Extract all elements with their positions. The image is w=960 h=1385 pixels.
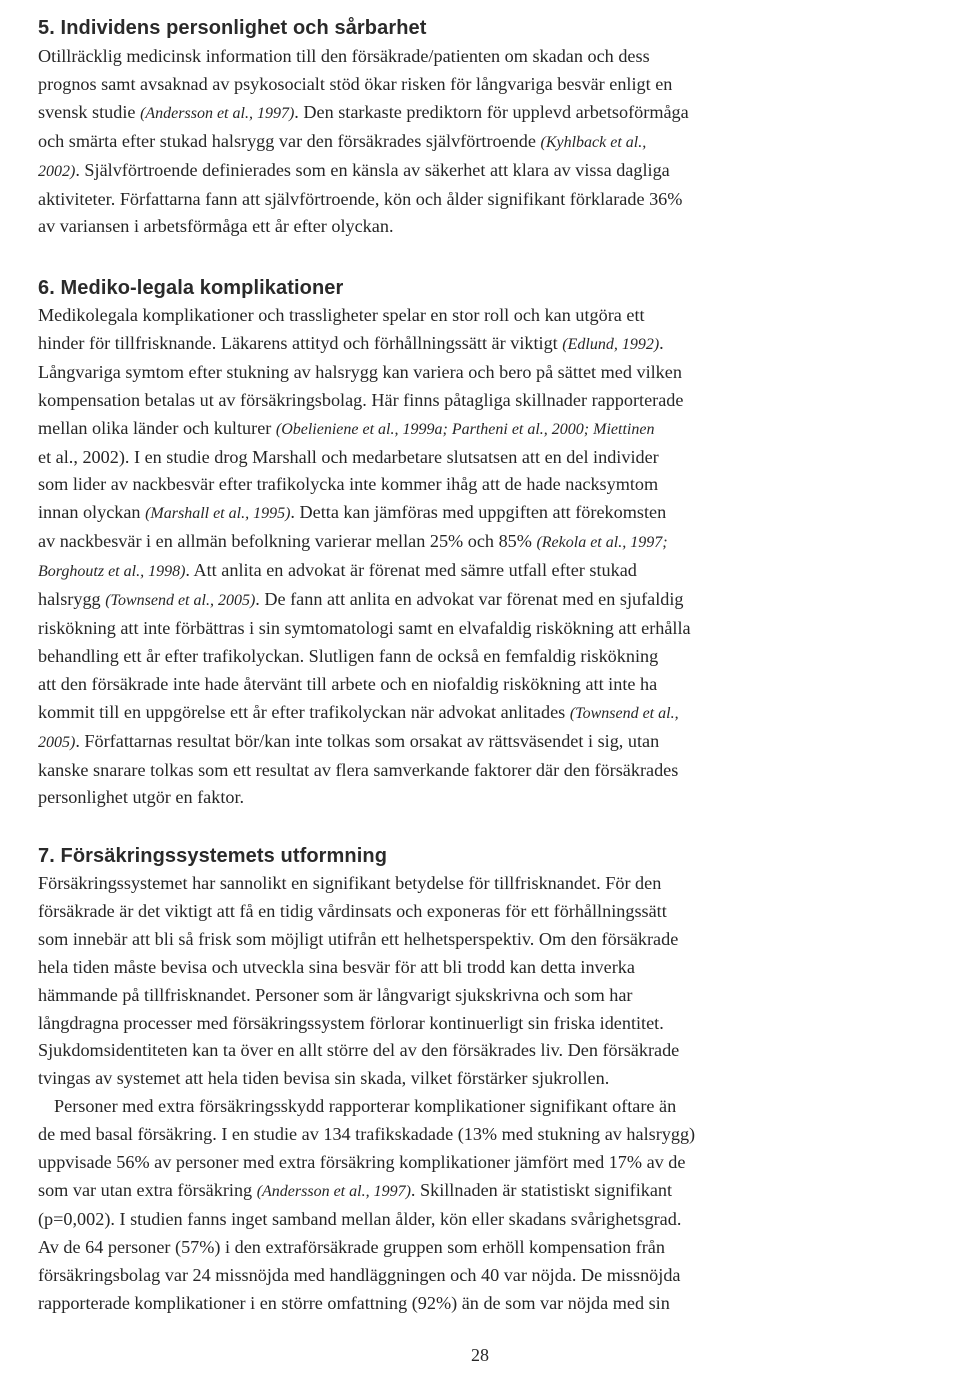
text-line [38, 699, 691, 728]
text-line [38, 557, 691, 586]
text-line [38, 1065, 695, 1093]
text-line [38, 1234, 695, 1262]
text-line [38, 186, 938, 214]
text-line [38, 1121, 695, 1149]
body-text: kommit till en uppgörelse ett år efter trafikolyckan när advokat anlitades [38, 701, 570, 722]
text-line [38, 982, 695, 1010]
text-line [38, 471, 691, 499]
body-text: Av de 64 personer (57%) i den extraförsäkrade gruppen som erhöll kompensation från [38, 1236, 665, 1257]
text-line [38, 359, 691, 387]
body-text: hämmande på tillfrisknandet. Personer som är långvarigt sjukskrivna och som har [38, 984, 633, 1005]
body-text: . Självförtroende definierades som en känsla av säkerhet att klara av vissa dagliga [75, 159, 670, 180]
citation: (Andersson et al., 1997) [140, 104, 295, 122]
citation: 2002) [38, 162, 76, 180]
body-text: som lider av nackbesvär efter trafikolycka inte kommer ihåg att de hade nacksymtom [38, 474, 659, 495]
body-text: rapporterade komplikationer i en större omfattning (92%) än de som var nöjda med sin [38, 1292, 670, 1313]
body-text: . Detta kan jämföras med uppgiften att förekomsten [290, 502, 667, 523]
document-page [38, 14, 938, 1313]
text-line [38, 954, 695, 982]
body-text: (p=0,002). I studien fanns inget samband mellan ålder, kön eller skadans svårighetsgrad. [38, 1208, 682, 1229]
body-text: prognos samt avsaknad av psykosocialt stöd ökar risken för långvariga besvär enligt en [38, 73, 673, 94]
body-text: Försäkringssystemet har sannolikt en signifikant betydelse för tillfrisknandet. För den [38, 873, 662, 893]
text-line [38, 128, 938, 157]
body-text: personlighet utgör en faktor. [38, 787, 245, 808]
text-line [38, 671, 691, 699]
citation: (Andersson et al., 1997) [256, 1182, 411, 1200]
body-text: Sjukdomsidentiteten kan ta över en allt större del av den försäkrades liv. Den försäkrade [38, 1040, 680, 1061]
text-line [38, 444, 691, 472]
text-line [38, 302, 691, 330]
text-line [38, 99, 938, 128]
citation: 2005) [38, 733, 76, 751]
body-text: kanske snarare tolkas som ett resultat av flera samverkande faktorer där den försäkrades [38, 759, 679, 780]
text-line [38, 728, 691, 757]
text-line [38, 1093, 695, 1121]
body-text: tvingas av systemet att hela tiden bevisa sin skada, vilket förstärker sjukrollen. [38, 1068, 610, 1089]
text-line [38, 1010, 695, 1038]
body-text: att den försäkrade inte hade återvänt till arbete och en niofaldig riskökning att inte ha [38, 673, 658, 694]
body-text: . Skillnaden är statistiskt signifikant [410, 1179, 673, 1200]
text-line [38, 615, 691, 643]
citation: (Rekola et al., 1997; [536, 534, 668, 552]
text-line [38, 415, 691, 444]
text-line [38, 1206, 695, 1234]
body-text: Personer med extra försäkringsskydd rapporterar komplikationer signifikant oftare än [54, 1096, 677, 1117]
body-text: . Att anlita en advokat är förenat med sämre utfall efter stukad [185, 560, 637, 581]
citation: (Marshall et al., 1995) [145, 505, 291, 523]
page-number: 28 [471, 1345, 489, 1365]
body-text: . Författarnas resultat bör/kan inte tolkas som orsakat av rättsväsendet i sig, utan [75, 730, 660, 751]
section-body [38, 43, 938, 241]
body-text: riskökning att inte förbättras i sin symtomatologi samt en elvafaldig riskökning att erhålla [38, 617, 691, 638]
section-7 [38, 842, 695, 1318]
text-line [38, 387, 691, 415]
body-text: Otillräcklig medicinsk information till den försäkrade/patienten om skadan och dess [38, 46, 650, 66]
body-text: hinder för tillfrisknande. Läkarens attityd och förhållningssätt är viktigt [38, 332, 563, 353]
text-line [38, 213, 938, 241]
body-text: mellan olika länder och kulturer [38, 417, 276, 438]
body-text: aktiviteter. Författarna fann att självförtroende, kön och ålder signifikant förklarade 36% [38, 188, 683, 209]
body-text: Långvariga symtom efter stukning av halsrygg kan variera och bero på sättet med vilken [38, 361, 682, 382]
text-line [38, 898, 695, 926]
body-text: av nackbesvär i en allmän befolkning varierar mellan 25% och 85% [38, 531, 537, 552]
text-line [38, 528, 691, 557]
section-heading: 7. Försäkringssystemets utformning [38, 845, 388, 867]
section-6 [38, 274, 691, 812]
text-line [38, 586, 691, 615]
body-text: av variansen i arbetsförmåga ett år efter olyckan. [38, 216, 394, 237]
body-text: . Den starkaste prediktorn för upplevd arbetsoförmåga [294, 101, 689, 122]
body-text: kompensation betalas ut av försäkringsbolag. Här finns påtagliga skillnader rapporterade [38, 389, 684, 410]
text-line [38, 926, 695, 954]
text-line [38, 643, 691, 671]
section-5 [38, 14, 938, 241]
citation: (Townsend et al., [569, 704, 679, 722]
section-heading: 6. Mediko-legala komplikationer [38, 277, 344, 299]
body-text: et al., 2002) [38, 446, 125, 467]
text-line [38, 1262, 695, 1290]
body-text: försäkrade är det viktigt att få en tidig vårdinsats och exponeras för ett förhållningssätt [38, 900, 667, 921]
text-line [38, 330, 691, 359]
body-text: innan olyckan [38, 502, 146, 523]
body-text: som var utan extra försäkring [38, 1179, 257, 1200]
citation: (Townsend et al., 2005) [105, 592, 256, 610]
text-line [38, 870, 695, 898]
citation: (Edlund, 1992) [562, 335, 660, 353]
body-text: hela tiden måste bevisa och utveckla sina besvär för att bli trodd kan detta inverka [38, 956, 635, 977]
text-line [38, 71, 938, 99]
body-text: halsrygg [38, 589, 106, 610]
body-text: uppvisade 56% av personer med extra försäkring komplikationer jämfört med 17% av de [38, 1152, 686, 1173]
text-line [38, 43, 938, 71]
body-text: som innebär att bli så frisk som möjligt utifrån ett helhetsperspektiv. Om den försäkrade [38, 928, 679, 949]
text-line [38, 1290, 695, 1318]
body-text: . I en studie drog Marshall och medarbetare slutsatsen att en del individer [124, 446, 659, 467]
citation: (Kyhlback et al., [540, 133, 647, 151]
text-line [38, 757, 691, 785]
text-line [38, 1177, 695, 1206]
section-heading: 5. Individens personlighet och sårbarhet [38, 17, 427, 39]
text-line [38, 499, 691, 528]
citation: Borghoutz et al., 1998) [38, 563, 186, 581]
citation: (Obelieniene et al., 1999a; Partheni et al., 2000; Miettinen [275, 420, 655, 438]
body-text: och smärta efter stukad halsrygg var den försäkrades självförtroende [38, 130, 541, 151]
body-text: svensk studie [38, 101, 141, 122]
section-body [38, 302, 691, 812]
text-line [38, 1149, 695, 1177]
text-line [38, 157, 938, 186]
section-body [38, 870, 695, 1318]
body-text: de med basal försäkring. I en studie av 134 trafikskadade (13% med stukning av halsrygg) [38, 1124, 696, 1145]
text-line [38, 1037, 695, 1065]
body-text: . [659, 332, 664, 353]
body-text: Medikolegala komplikationer och trassligheter spelar en stor roll och kan utgöra ett [38, 305, 645, 325]
text-line [38, 784, 691, 812]
body-text: . De fann att anlita en advokat var förenat med en sjufaldig [255, 589, 684, 610]
body-text: försäkringsbolag var 24 missnöjda med handläggningen och 40 var nöjda. De missnöjda [38, 1264, 681, 1285]
body-text: behandling ett år efter trafikolyckan. Slutligen fann de också en femfaldig riskökning [38, 645, 659, 666]
body-text: långdragna processer med försäkringssystem förlorar kontinuerligt sin friska identitet. [38, 1012, 664, 1033]
